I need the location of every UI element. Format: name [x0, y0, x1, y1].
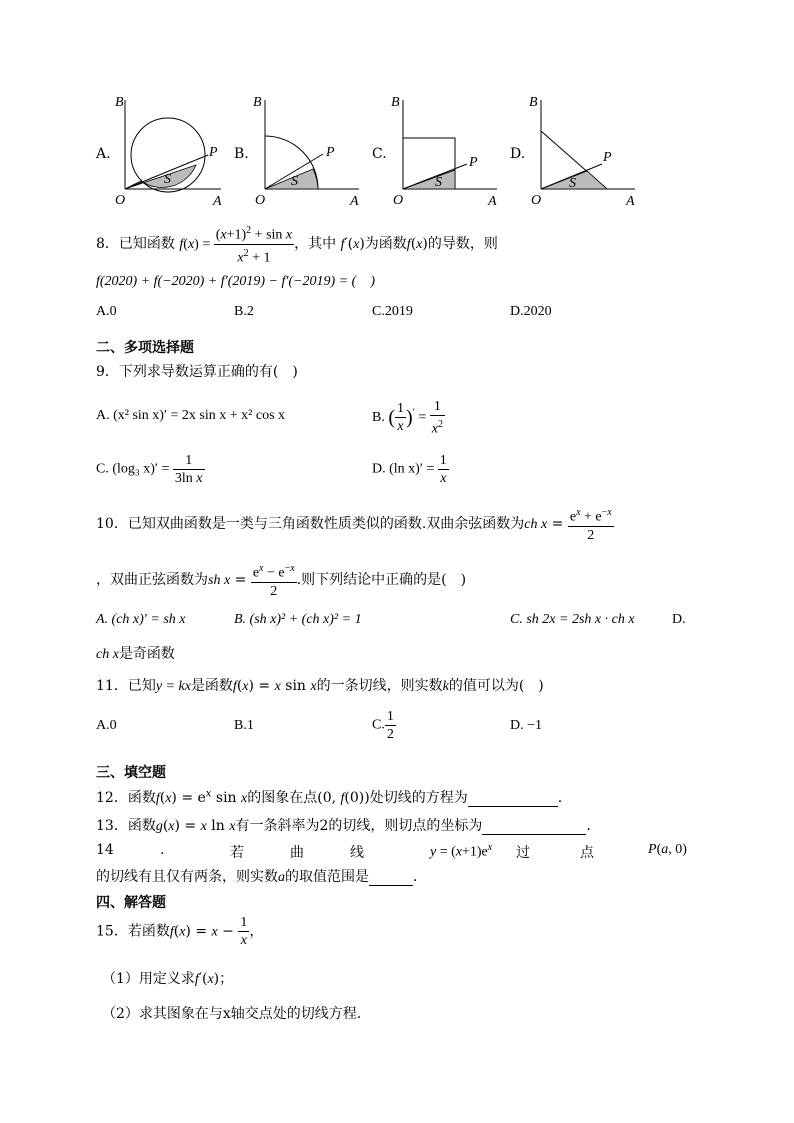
q8-stem: 8．已知函数 f(x) = $\frac{(x+1)^2 + \sin x}{x^2 + 1}$ ，其中 f′(x)为函数f(x)的导数，则 — [96, 222, 498, 266]
q8-fraction: $\frac{(x+1)^2 + \sin x}{x^2 + 1}$ — [214, 222, 294, 266]
svg-text:P: P — [326, 145, 335, 160]
q14-point: P(a, 0) — [648, 842, 687, 857]
q9-option-d: D. (ln x)′ = $\frac{1}{x}$ — [372, 453, 447, 486]
q11-option-b: B.1 — [234, 718, 254, 733]
q11-stem: 11．已知y = kx是函数f(x) = x sin x的一条切线，则实数k的值可以为( ) — [96, 678, 544, 694]
q10-stem-line2: ，双曲正弦函数为sh x = $\frac{e^x - e^{-x}}{2}$ .则下列结论中正确的是( ) — [96, 560, 466, 600]
q14-line2: 的切线有且仅有两条，则实数a的取值范围是 . — [96, 869, 418, 885]
q11-option-c: C. $\frac{1}{2}$ — [372, 709, 394, 742]
svg-text:S: S — [569, 176, 576, 191]
q9-option-a: A. (x² sin x)′ = 2x sin x + x² cos x — [96, 408, 286, 423]
q9-option-c: C. (log₃ x)′ = $\frac{1}{\text{3ln x}}$ — [96, 453, 203, 486]
svg-text:S: S — [291, 174, 298, 189]
q15-stem: 15．若函数f(x) = x − $\frac{1}{x}$ ， — [96, 915, 264, 948]
label-S: S — [164, 172, 171, 187]
svg-text:P: P — [603, 150, 612, 165]
section-multiple-choice-heading: 二、多项选择题 — [96, 340, 194, 356]
q14-num: 14 — [96, 842, 114, 858]
section-fill-blank-heading: 三、填空题 — [96, 765, 166, 781]
label-O: O — [115, 193, 126, 208]
section-answer-heading: 四、解答题 — [96, 895, 166, 911]
svg-text:B: B — [529, 95, 538, 110]
q7-figure-d — [527, 92, 642, 208]
q13-stem: 13．函数g(x) = x ln x有一条斜率为2的切线，则切点的坐标为 . — [96, 818, 591, 834]
q10-option-c: C. sh 2x = 2sh x · ch x — [510, 612, 635, 627]
q12-stem: 12．函数$f(x) = e^x$ sin x的图象在点(0, f(0))处切线的方程为 . — [96, 788, 563, 806]
q11-option-a: A.0 — [96, 718, 117, 733]
label-A: A — [213, 194, 222, 208]
q7-option-b-label: B. — [234, 146, 249, 162]
q15-part1: （1）用定义求f′(x)； — [102, 971, 234, 987]
q7-option-a-label: A. — [96, 146, 111, 162]
q7-option-d-label: D. — [510, 146, 526, 162]
svg-text:O: O — [531, 193, 542, 208]
q8-option-a: A.0 — [96, 304, 117, 319]
svg-text:P: P — [469, 155, 478, 170]
q7-figure-b — [251, 92, 366, 208]
q10-option-b: B. (sh x)² + (ch x)² = 1 — [234, 612, 362, 627]
svg-text:O: O — [255, 193, 266, 208]
q15-part2: （2）求其图象在与x轴交点处的切线方程. — [102, 1006, 362, 1022]
q14-curve: $y = (x+1)e^x$ — [430, 842, 493, 860]
q9-option-b: B. ( $\frac{1}{x}$ )′ = $\frac{1}{x^2}$ — [372, 399, 443, 437]
q8-option-b: B.2 — [234, 304, 254, 319]
svg-text:S: S — [435, 175, 442, 190]
q9-stem: 9．下列求导数运算正确的有( ) — [96, 364, 298, 380]
q10-stem-line1: 10．已知双曲函数是一类与三角函数性质类似的函数.双曲余弦函数为ch x = $\frac{e^x + e^{-x}}{2}$ — [96, 504, 614, 544]
q10-option-a: A. (ch x)′ = sh x — [96, 612, 186, 627]
q8-expression: f(2020) + f(−2020) + f′(2019) − f′(−2019) = ( ) — [96, 274, 375, 289]
svg-text:A: A — [626, 194, 635, 208]
q7-option-c-label: C. — [372, 146, 387, 162]
label-P: P — [209, 145, 218, 160]
svg-text:B: B — [391, 95, 400, 110]
q7-figure-a — [113, 92, 228, 208]
q10-option-d-label: D. — [672, 612, 686, 627]
svg-text:O: O — [393, 193, 404, 208]
svg-text:A: A — [350, 194, 359, 208]
q10-option-d: ch x是奇函数 — [96, 646, 175, 662]
label-B: B — [115, 95, 124, 110]
q8-option-d: D.2020 — [510, 304, 552, 319]
q11-option-d: D. −1 — [510, 718, 543, 733]
q8-option-c: C.2019 — [372, 304, 413, 319]
q7-figure-c — [389, 92, 504, 208]
svg-text:B: B — [253, 95, 262, 110]
svg-text:A: A — [488, 194, 497, 208]
